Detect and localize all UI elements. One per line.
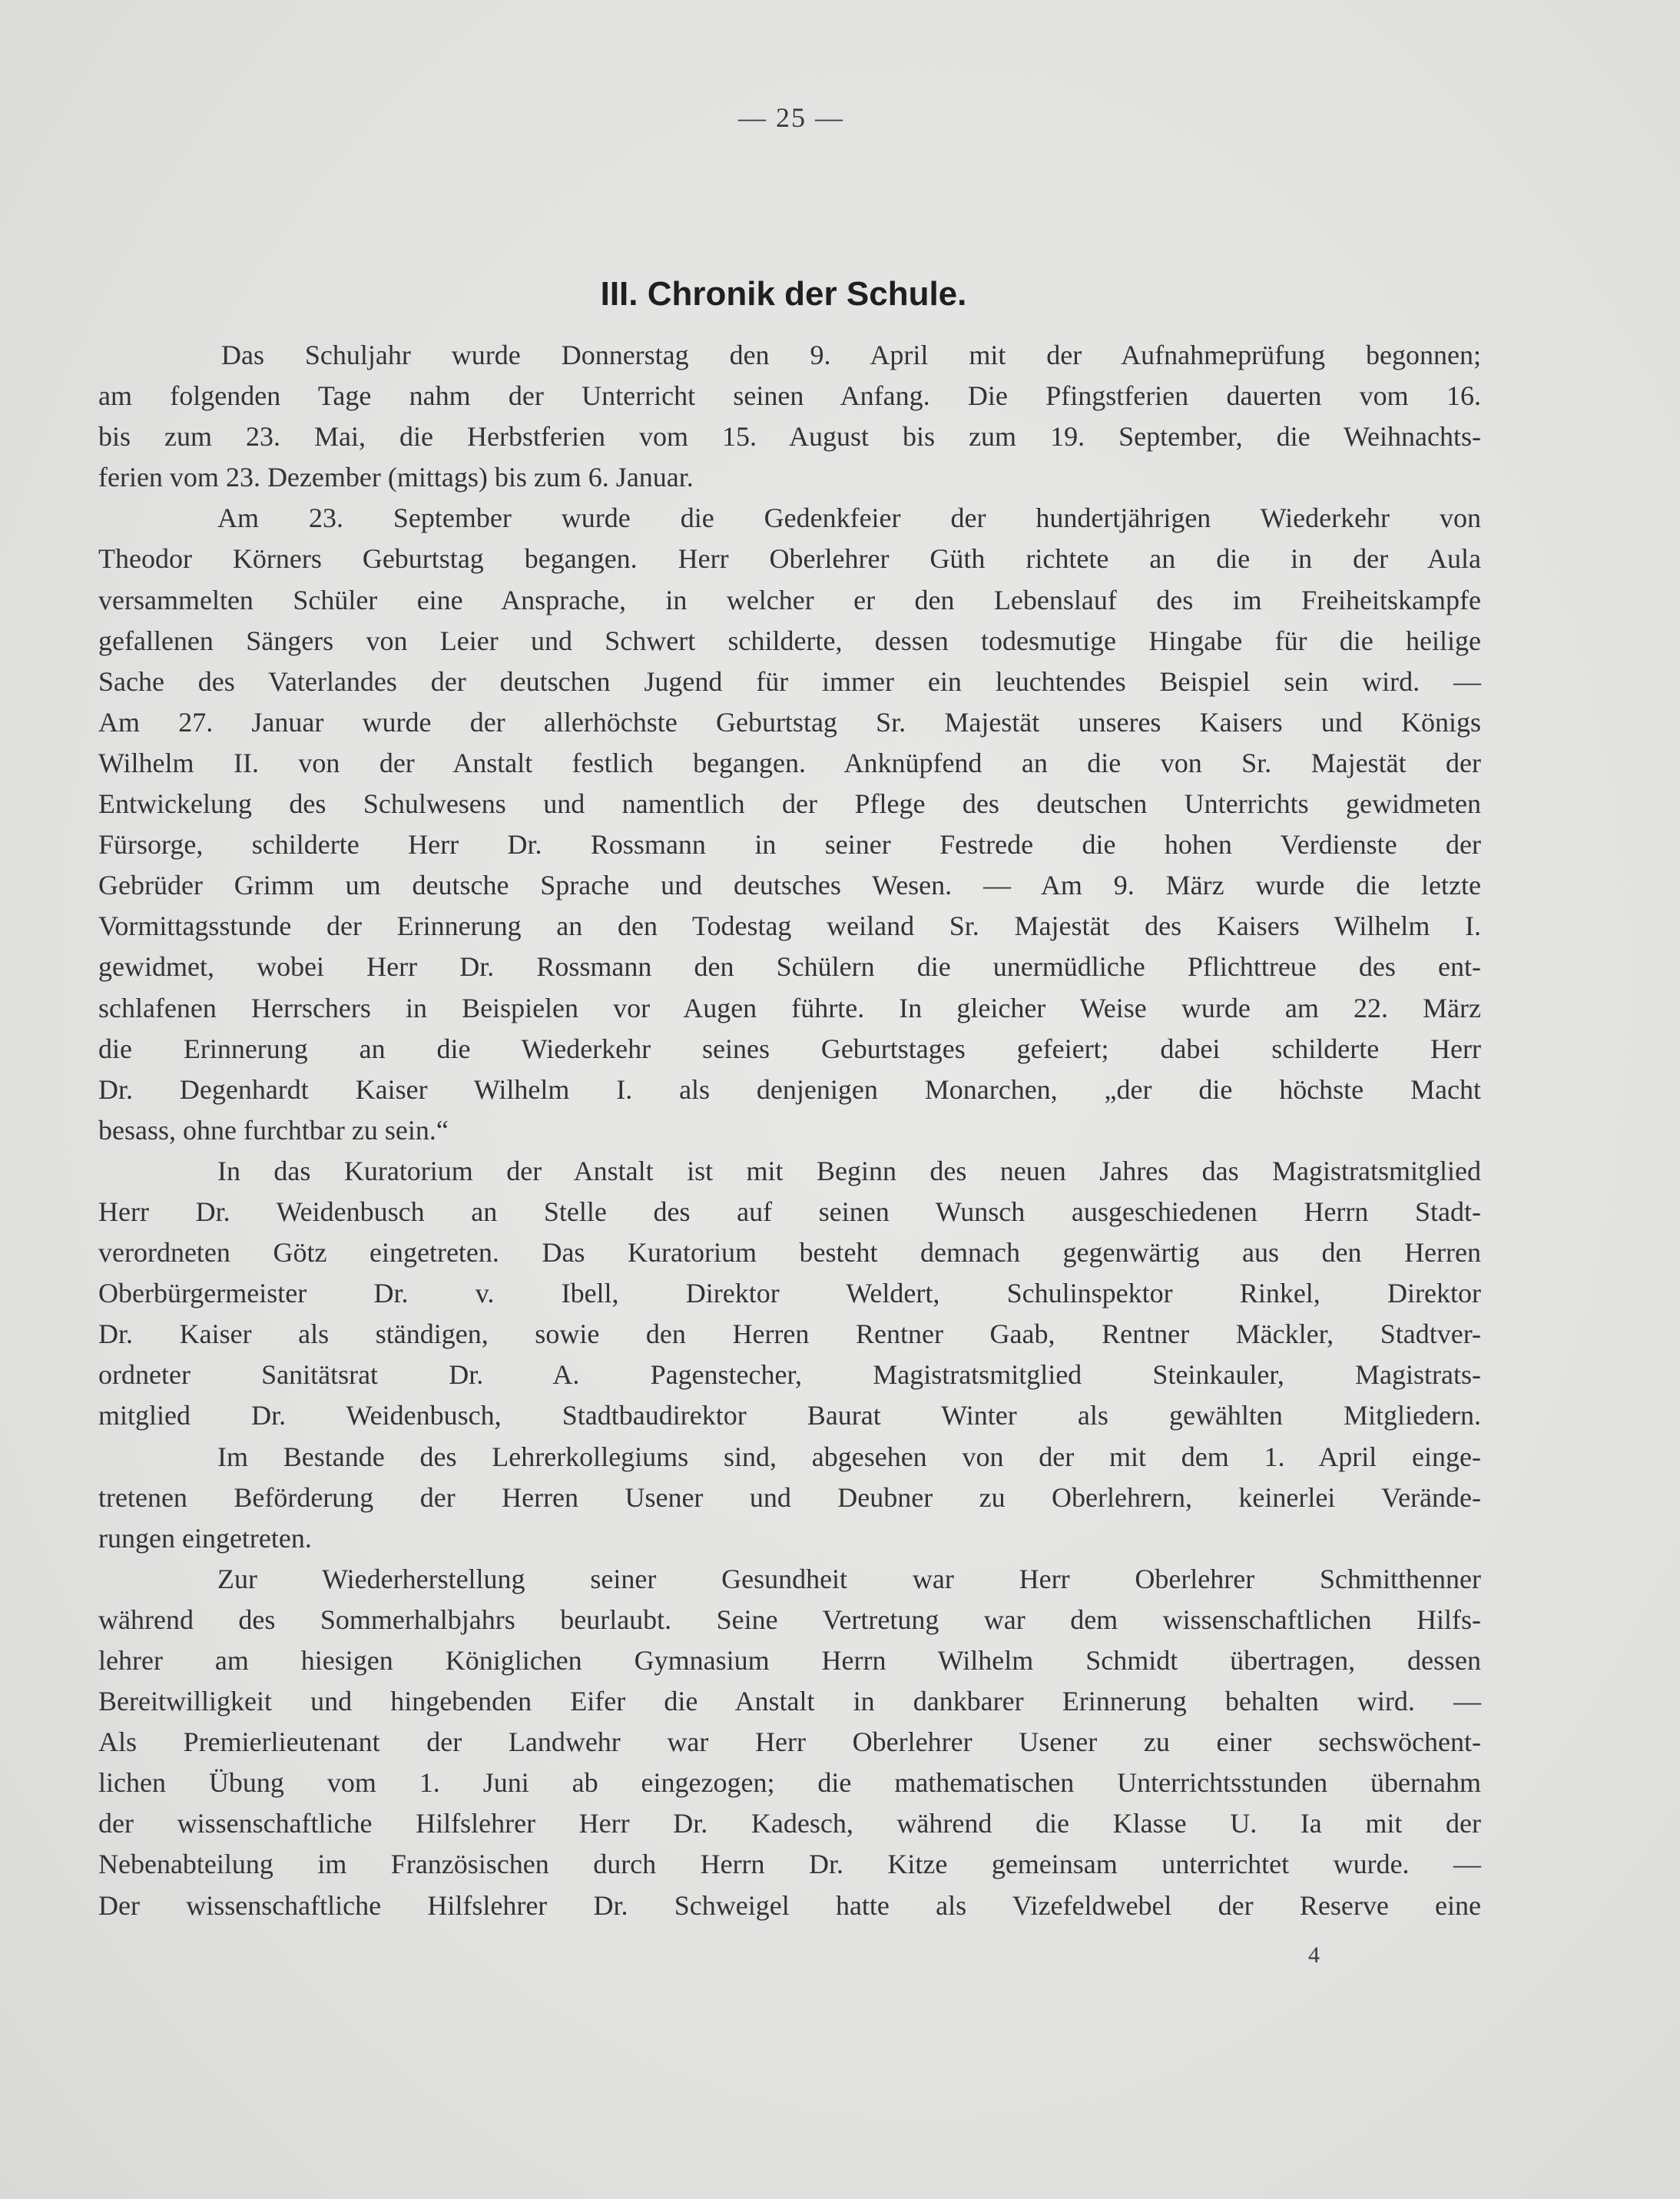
section-heading: III. Chronik der Schule. [600, 275, 967, 313]
text-line: Am 23. September wurde die Gedenkfeier der hundertjährigen Wiederkehr von [217, 502, 1481, 534]
text-line: rungen eingetreten. [98, 1522, 312, 1554]
text-line: Herr Dr. Weidenbusch an Stelle des auf seinen Wunsch ausgeschiedenen Herrn Stadt- [98, 1196, 1481, 1227]
text-line: Gebrüder Grimm um deutsche Sprache und deutsches Wesen. — Am 9. März wurde die letzte [98, 870, 1481, 901]
text-line: Als Premierlieutenant der Landwehr war Herr Oberlehrer Usener zu einer sechswöchent- [98, 1726, 1481, 1758]
text-line: Sache des Vaterlandes der deutschen Jugend für immer ein leuchtendes Beispiel sein wird. — [98, 665, 1481, 697]
text-line: tretenen Beförderung der Herren Usener und Deubner zu Oberlehrern, keinerlei Verände- [98, 1481, 1481, 1513]
text-line: gefallenen Sängers von Leier und Schwert schilderte, dessen todesmutige Hingabe für die heilige [98, 625, 1481, 656]
text-line: Dr. Kaiser als ständigen, sowie den Herren Rentner Gaab, Rentner Mäckler, Stadtver- [98, 1318, 1481, 1350]
text-line: mitglied Dr. Weidenbusch, Stadtbaudirektor Baurat Winter als gewählten Mitgliedern. [98, 1400, 1481, 1431]
text-line: Im Bestande des Lehrerkollegiums sind, abgesehen von der mit dem 1. April einge- [217, 1441, 1481, 1472]
text-line: ordneter Sanitätsrat Dr. A. Pagenstecher, Magistratsmitglied Steinkauler, Magistrats- [98, 1359, 1481, 1391]
text-line: Bereitwilligkeit und hingebenden Eifer die Anstalt in dankbarer Erinnerung behalten wird. — [98, 1686, 1481, 1717]
text-line: Dr. Degenhardt Kaiser Wilhelm I. als denjenigen Monarchen, „der die höchste Macht [98, 1073, 1481, 1105]
text-line: Das Schuljahr wurde Donnerstag den 9. April mit der Aufnahmeprüfung begonnen; [221, 340, 1481, 370]
text-line: lichen Übung vom 1. Juni ab eingezogen; die mathematischen Unterrichtsstunden übernahm [98, 1767, 1481, 1799]
text-line: Oberbürgermeister Dr. v. Ibell, Direktor Weldert, Schulinspektor Rinkel, Direktor [98, 1278, 1481, 1309]
text-line: Zur Wiederherstellung seiner Gesundheit war Herr Oberlehrer Schmitthenner [217, 1563, 1481, 1594]
text-line: ferien vom 23. Dezember (mittags) bis zum 6. Januar. [98, 462, 694, 493]
text-line: am folgenden Tage nahm der Unterricht seinen Anfang. Die Pfingstferien dauerten vom 16. [98, 380, 1481, 412]
text-line: gewidmet, wobei Herr Dr. Rossmann den Schülern die unermüdliche Pflichttreue des ent- [98, 951, 1481, 983]
text-line: schlafenen Herrschers in Beispielen vor Augen führte. In gleicher Weise wurde am 22. März [98, 992, 1481, 1023]
body-text [98, 335, 1481, 1926]
text-line: In das Kuratorium der Anstalt ist mit Beginn des neuen Jahres das Magistratsmitglied [217, 1155, 1481, 1186]
text-line: versammelten Schüler eine Ansprache, in welcher er den Lebenslauf des im Freiheitskampfe [98, 584, 1481, 615]
signature-mark: 4 [1308, 1942, 1320, 1968]
text-line: der wissenschaftliche Hilfslehrer Herr Dr. Kadesch, während die Klasse U. Ia mit der [98, 1808, 1481, 1839]
text-line: während des Sommerhalbjahrs beurlaubt. Seine Vertretung war dem wissenschaftlichen Hilfs- [98, 1604, 1481, 1635]
text-line: Entwickelung des Schulwesens und namentlich der Pflege des deutschen Unterrichts gewidmeten [98, 788, 1481, 820]
text-line: Am 27. Januar wurde der allerhöchste Geburtstag Sr. Majestät unseres Kaisers und Königs [98, 706, 1481, 738]
text-line: Der wissenschaftliche Hilfslehrer Dr. Schweigel hatte als Vizefeldwebel der Reserve eine [98, 1889, 1481, 1921]
text-line: Vormittagsstunde der Erinnerung an den Todestag weiland Sr. Majestät des Kaisers Wilhelm I. [98, 910, 1481, 942]
text-line: verordneten Götz eingetreten. Das Kuratorium besteht demnach gegenwärtig aus den Herren [98, 1237, 1481, 1269]
text-line: die Erinnerung an die Wiederkehr seines Geburtstages gefeiert; dabei schilderte Herr [98, 1033, 1481, 1064]
text-line: Wilhelm II. von der Anstalt festlich begangen. Anknüpfend an die von Sr. Majestät der [98, 747, 1481, 778]
text-line: Nebenabteilung im Französischen durch Herrn Dr. Kitze gemeinsam unterrichtet wurde. — [98, 1849, 1481, 1880]
text-line: Fürsorge, schilderte Herr Dr. Rossmann in seiner Festrede die hohen Verdienste der [98, 829, 1481, 861]
text-line: besass, ohne furchtbar zu sein.“ [98, 1114, 449, 1146]
text-line: bis zum 23. Mai, die Herbstferien vom 15. August bis zum 19. September, die Weihnachts- [98, 421, 1481, 453]
page-number: — 25 — [738, 102, 844, 133]
text-line: lehrer am hiesigen Königlichen Gymnasium Herrn Wilhelm Schmidt übertragen, dessen [98, 1645, 1481, 1676]
text-line: Theodor Körners Geburtstag begangen. Herr Oberlehrer Güth richtete an die in der Aula [98, 543, 1481, 575]
